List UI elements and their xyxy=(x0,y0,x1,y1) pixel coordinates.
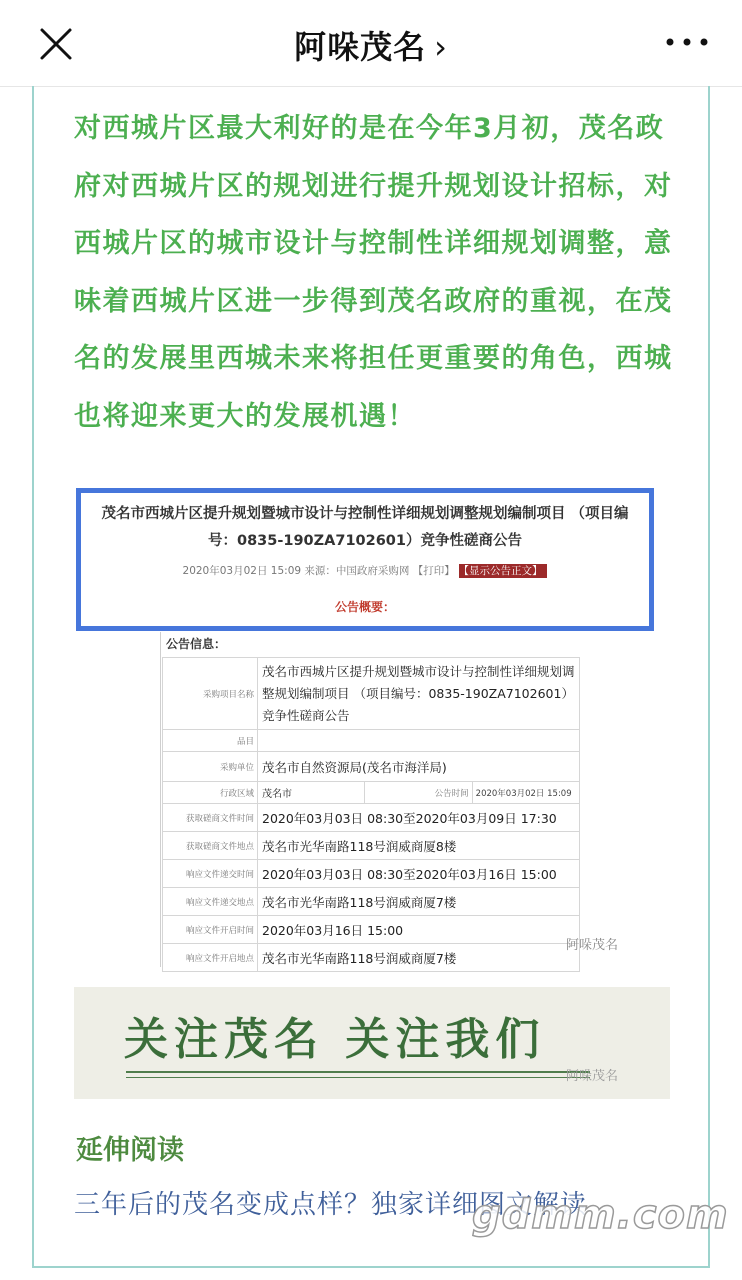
table-value: 茂名市自然资源局(茂名市海洋局) xyxy=(258,752,580,782)
table-row xyxy=(163,944,580,972)
table-row xyxy=(163,860,580,888)
info-section-label: 公告信息： xyxy=(166,637,227,651)
site-watermark: gdmm.com xyxy=(472,1192,729,1238)
notice-title: 茂名市西城片区提升规划暨城市设计与控制性详细规划调整规划编制项目 （项目编号：0835-190ZA7102601）竞争性磋商公告 xyxy=(101,506,629,549)
table-row xyxy=(163,752,580,782)
table-key: 公告时间 xyxy=(365,782,472,804)
banner-divider xyxy=(126,1071,590,1073)
show-body-button: 【显示公告正文】 xyxy=(459,564,548,578)
table-edge xyxy=(160,632,161,967)
table-key: 行政区域 xyxy=(163,782,258,804)
table-key: 采购单位 xyxy=(163,752,258,782)
notice-image[interactable] xyxy=(76,488,654,631)
table-value: 茂名市西城片区提升规划暨城市设计与控制性详细规划调整规划编制项目 （项目编号：0835-190ZA7102601）竞争性磋商公告 xyxy=(258,658,580,730)
table-row xyxy=(163,832,580,860)
table-value: 茂名市光华南路118号润威商厦7楼 xyxy=(258,944,580,972)
more-dots-icon xyxy=(662,30,712,54)
notice-meta xyxy=(81,563,649,578)
table-row xyxy=(163,730,580,752)
table-value: 2020年03月02日 15:09 xyxy=(472,782,579,804)
table-value xyxy=(258,730,580,752)
extended-reading-link[interactable]: 三年后的茂名变成点样？独家详细图文解读 xyxy=(74,1190,588,1220)
table-key: 响应文件递交地点 xyxy=(163,888,258,916)
table-key: 获取磋商文件地点 xyxy=(163,832,258,860)
table-key: 品目 xyxy=(163,730,258,752)
follow-banner[interactable] xyxy=(74,987,670,1099)
table-value: 茂名市光华南路118号润威商厦8楼 xyxy=(258,832,580,860)
chevron-right-icon: › xyxy=(434,28,448,66)
table-value: 2020年03月03日 08:30至2020年03月16日 15:00 xyxy=(258,860,580,888)
table-row xyxy=(163,804,580,832)
table-key: 获取磋商文件时间 xyxy=(163,804,258,832)
banner-divider xyxy=(126,1077,590,1078)
table-row xyxy=(163,888,580,916)
table-row xyxy=(163,916,580,944)
table-row xyxy=(163,782,580,804)
banner-text: 关注茂名 关注我们 xyxy=(124,1014,546,1065)
table-key: 响应文件开启地点 xyxy=(163,944,258,972)
top-nav-bar xyxy=(0,0,742,87)
notice-meta-text: 2020年03月02日 15:09 来源：中国政府采购网 【打印】 xyxy=(182,565,455,577)
more-button[interactable] xyxy=(662,30,712,54)
notice-summary-label: 公告概要： xyxy=(334,600,395,614)
extended-reading-title: 延伸阅读 xyxy=(76,1135,184,1166)
table-value: 2020年03月03日 08:30至2020年03月09日 17:30 xyxy=(258,804,580,832)
banner-watermark: 阿哚茂名 xyxy=(566,1069,619,1084)
table-key: 响应文件开启时间 xyxy=(163,916,258,944)
image-watermark: 阿哚茂名 xyxy=(566,938,619,953)
info-table xyxy=(162,657,580,972)
table-key: 响应文件递交时间 xyxy=(163,860,258,888)
table-value: 茂名市 xyxy=(258,782,365,804)
table-value: 2020年03月16日 15:00 xyxy=(258,916,580,944)
table-key: 采购项目名称 xyxy=(163,658,258,730)
table-value: 茂名市光华南路118号润威商厦7楼 xyxy=(258,888,580,916)
lead-paragraph: 对西城片区最大利好的是在今年3月初，茂名政府对西城片区的规划进行提升规划设计招标，对西城片区的城市设计与控制性详细规划调整，意味着西城片区进一步得到茂名政府的重视，在茂名的发展里西城未来将担任更重要的角色，西城也将迎来更大的发展机遇！ xyxy=(74,113,673,432)
table-row xyxy=(163,658,580,730)
account-title[interactable] xyxy=(0,22,742,68)
account-name: 阿哚茂名 xyxy=(294,28,427,66)
